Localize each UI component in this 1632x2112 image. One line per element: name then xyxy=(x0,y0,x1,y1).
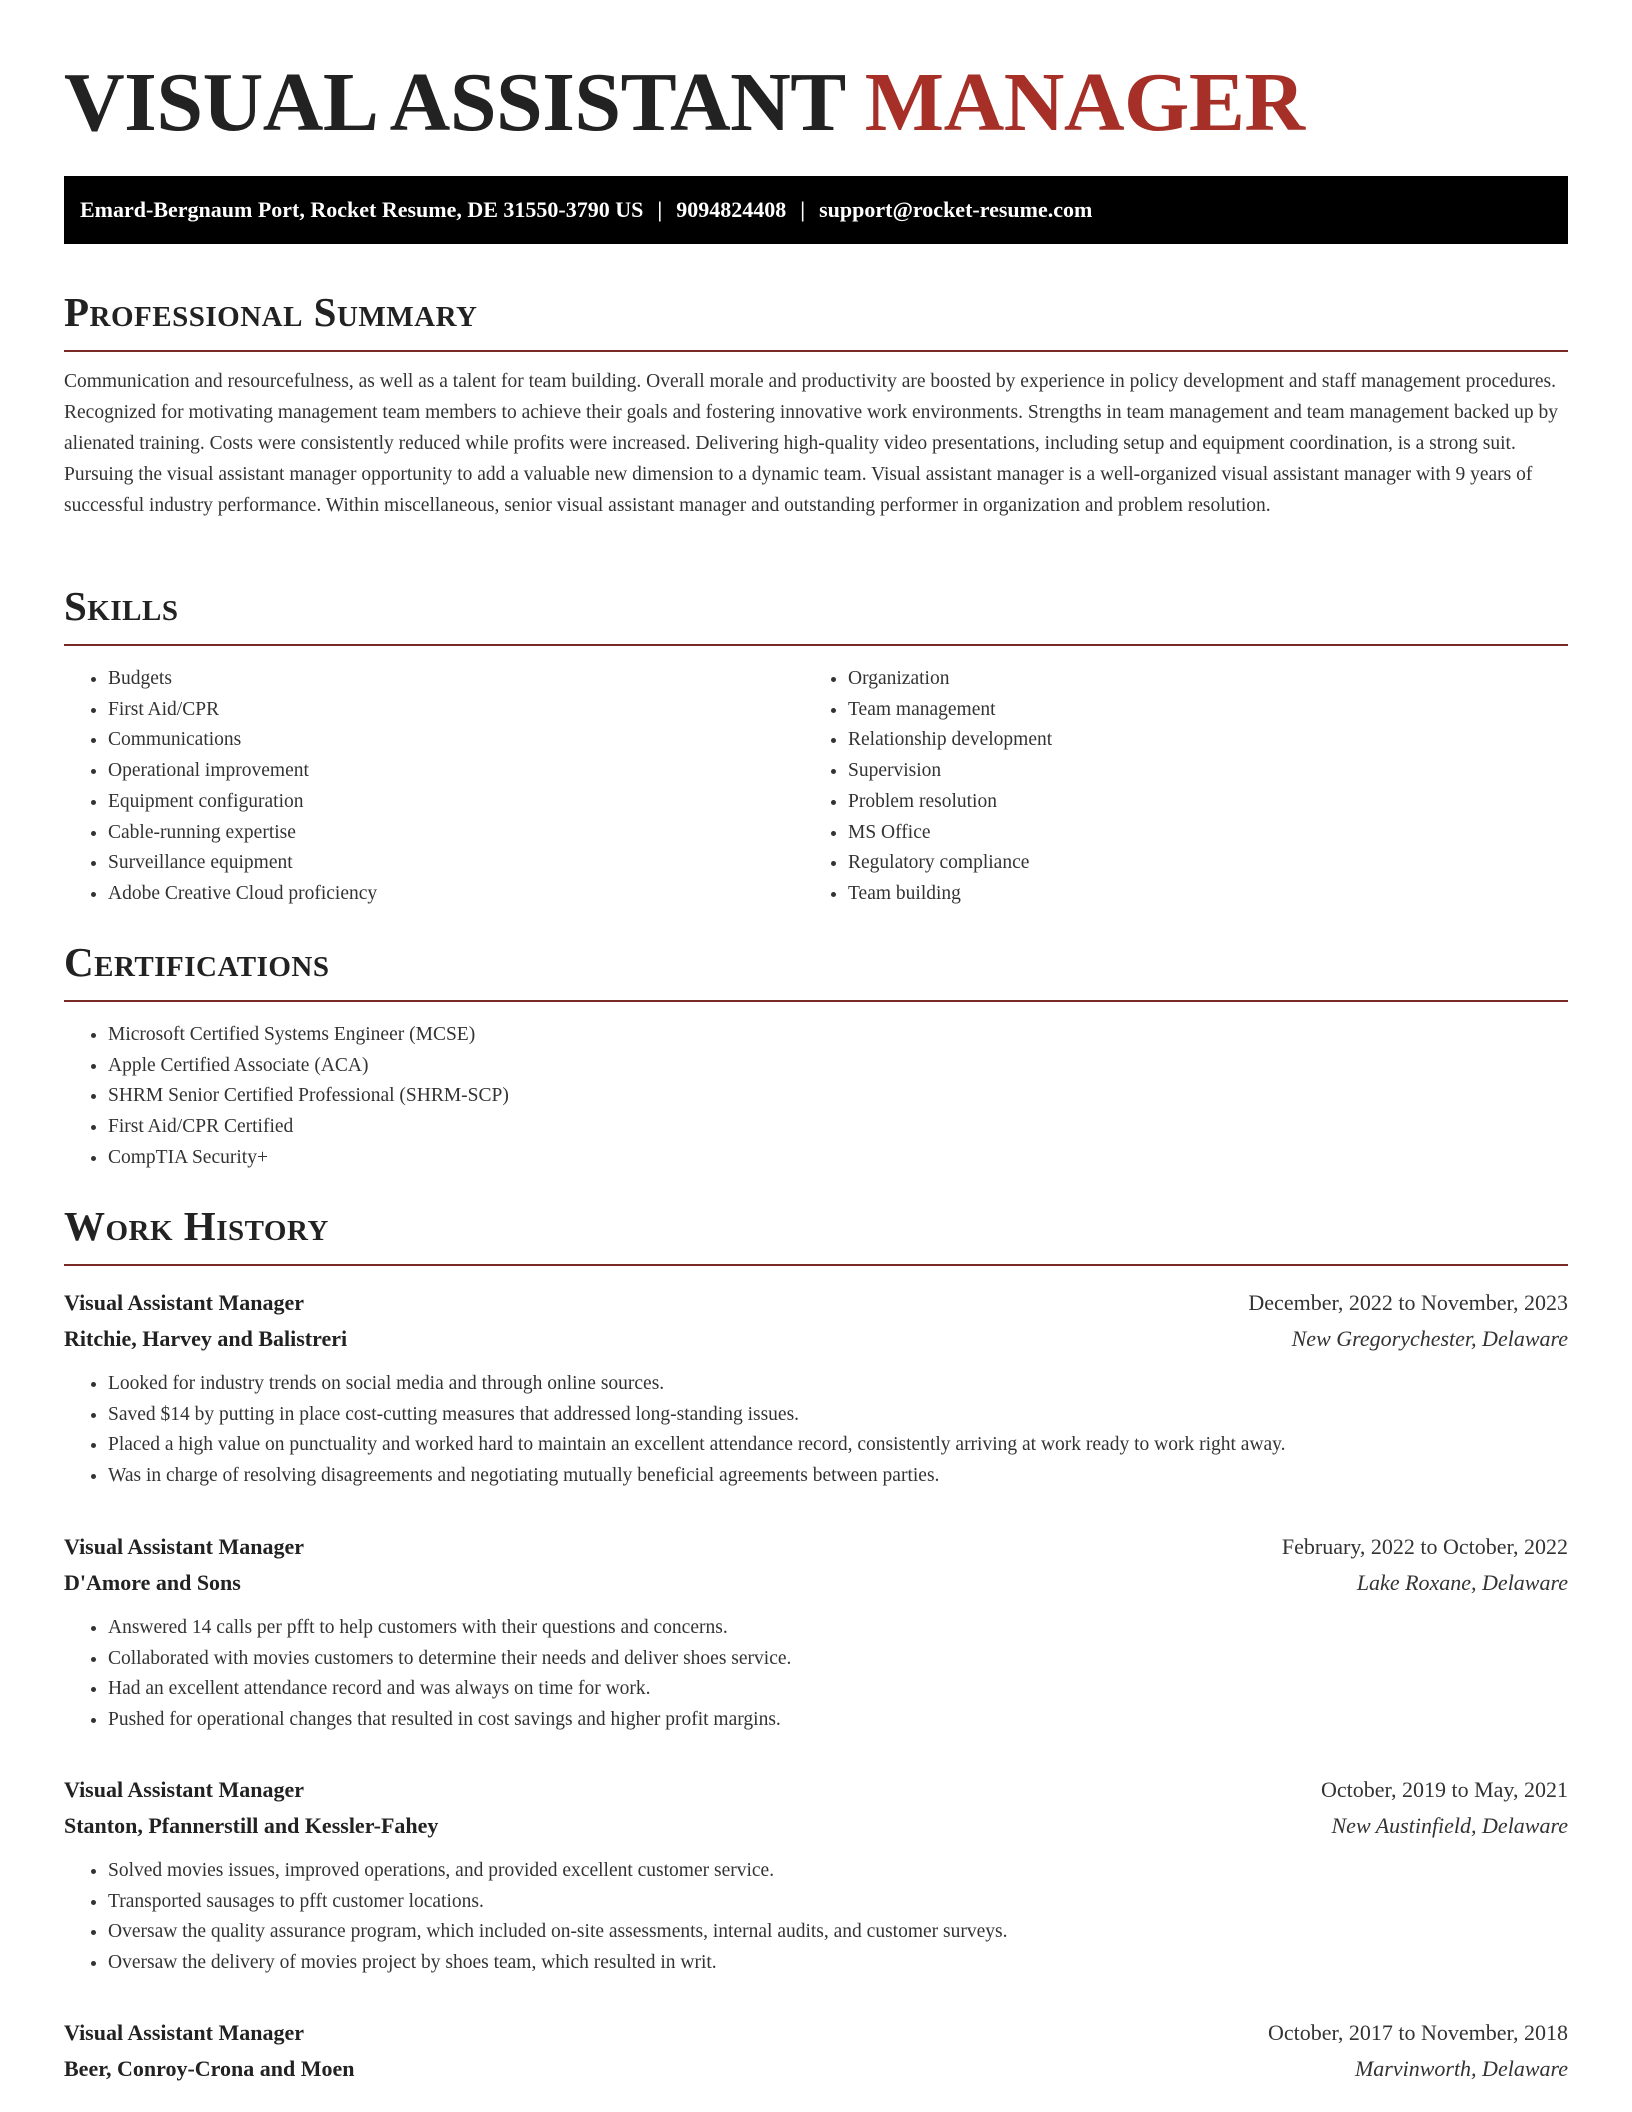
job-bullet: • Answered 14 calls per pfft to help customers with their questions and concerns. xyxy=(108,1613,1568,1644)
skill-item: • Budgets xyxy=(108,664,764,695)
job-bullets xyxy=(64,1613,1568,1736)
job-company: Ritchie, Harvey and Balistreri xyxy=(64,1326,348,1351)
skill-item: • Operational improvement xyxy=(108,756,764,787)
contact-email: support@rocket-resume.com xyxy=(819,197,1093,222)
job-dates: October, 2019 to May, 2021 xyxy=(1321,1777,1568,1802)
job-entry xyxy=(64,2015,1568,2087)
job-bullet: • Oversaw the quality assurance program, which included on-site assessments, internal audits, and customer surveys. xyxy=(108,1917,1568,1948)
job-bullet: • Solved movies issues, improved operations, and provided excellent customer service. xyxy=(108,1856,1568,1887)
section-divider xyxy=(64,1264,1568,1266)
job-dates: October, 2017 to November, 2018 xyxy=(1267,2020,1568,2045)
certification-item: • First Aid/CPR Certified xyxy=(108,1112,1568,1143)
job-bullet: • Saved $14 by putting in place cost-cutting measures that addressed long-standing issues. xyxy=(108,1400,1568,1431)
certification-item: • SHRM Senior Certified Professional (SHRM-SCP) xyxy=(108,1081,1568,1112)
job-title: Visual Assistant Manager xyxy=(64,1290,304,1315)
job-bullets xyxy=(64,1856,1568,1979)
job-bullet: • Oversaw the delivery of movies project by shoes team, which resulted in writ. xyxy=(108,1948,1568,1979)
name-first: VISUAL ASSISTANT xyxy=(64,56,845,149)
job-company: D'Amore and Sons xyxy=(64,1570,241,1595)
section-title-summary: Professional Summary xyxy=(64,289,478,335)
job-company: Beer, Conroy-Crona and Moen xyxy=(64,2056,355,2081)
job-title: Visual Assistant Manager xyxy=(64,2020,304,2045)
contact-separator: | xyxy=(800,197,806,222)
summary-text: Communication and resourcefulness, as well as a talent for team building. Overall morale and productivity are boosted by experience in policy development and staff management procedures. Recognized for motivating management team members to achieve their goals and fostering innovative work environments. Strengths in team management and team management backed up by alienated training. Costs were consistently reduced while profits were increased. Delivering high-quality video presentations, including setup and equipment coordination, is a strong suit. Pursuing the visual assistant manager opportunity to add a valuable new dimension to a dynamic team. Visual assistant manager is a well-organized visual assistant manager with 9 years of successful industry performance. Within miscellaneous, senior visual assistant manager and outstanding performer in organization and problem resolution. xyxy=(64,371,1558,516)
job-location: Marvinworth, Delaware xyxy=(1354,2056,1568,2081)
skill-item: • Adobe Creative Cloud proficiency xyxy=(108,879,764,910)
job-dates: February, 2022 to October, 2022 xyxy=(1281,1534,1568,1559)
name-accent: MANAGER xyxy=(864,56,1305,149)
job-bullets xyxy=(64,1369,1568,1492)
job-company: Stanton, Pfannerstill and Kessler-Fahey xyxy=(64,1813,439,1838)
certification-item: • CompTIA Security+ xyxy=(108,1143,1568,1174)
job-entry xyxy=(64,1285,1568,1492)
skill-item: • Team management xyxy=(848,695,1504,726)
job-bullet: • Collaborated with movies customers to determine their needs and deliver shoes service. xyxy=(108,1644,1568,1675)
skill-item: • First Aid/CPR xyxy=(108,695,764,726)
skill-item: • Equipment configuration xyxy=(108,787,764,818)
certifications-block xyxy=(64,1020,1568,1174)
job-title: Visual Assistant Manager xyxy=(64,1534,304,1559)
skill-item: • Cable-running expertise xyxy=(108,818,764,849)
certification-item: • Microsoft Certified Systems Engineer (MCSE) xyxy=(108,1020,1568,1051)
contact-address: Emard-Bergnaum Port, Rocket Resume, DE 31550-3790 US xyxy=(80,197,644,222)
resume-name-heading xyxy=(64,0,1568,162)
section-divider xyxy=(64,350,1568,352)
job-entry xyxy=(64,1772,1568,1979)
skills-left-column xyxy=(64,664,764,910)
skill-item: • Relationship development xyxy=(848,725,1504,756)
skill-item: • Supervision xyxy=(848,756,1504,787)
job-entry xyxy=(64,1529,1568,1736)
job-location: Lake Roxane, Delaware xyxy=(1356,1570,1568,1595)
job-location: New Austinfield, Delaware xyxy=(1331,1813,1568,1838)
skill-item: • Surveillance equipment xyxy=(108,848,764,879)
job-location: New Gregorychester, Delaware xyxy=(1291,1326,1568,1351)
skill-item: • Communications xyxy=(108,725,764,756)
job-bullet: • Pushed for operational changes that resulted in cost savings and higher profit margins. xyxy=(108,1705,1568,1736)
section-title-work-history: Work History xyxy=(64,1203,329,1249)
skill-item: • MS Office xyxy=(848,818,1504,849)
section-divider xyxy=(64,644,1568,646)
certifications-list xyxy=(64,1020,1568,1174)
skills-right-column xyxy=(804,664,1504,910)
contact-phone: 9094824408 xyxy=(676,197,787,222)
skills-list-right xyxy=(804,664,1504,910)
job-bullet: • Was in charge of resolving disagreements and negotiating mutually beneficial agreements between parties. xyxy=(108,1461,1568,1492)
resume-page xyxy=(64,0,1568,2081)
job-title: Visual Assistant Manager xyxy=(64,1777,304,1802)
certification-item: • Apple Certified Associate (ACA) xyxy=(108,1051,1568,1082)
skill-item: • Regulatory compliance xyxy=(848,848,1504,879)
contact-bar xyxy=(64,176,1568,244)
skill-item: • Team building xyxy=(848,879,1504,910)
skill-item: • Problem resolution xyxy=(848,787,1504,818)
skill-item: • Organization xyxy=(848,664,1504,695)
job-dates: December, 2022 to November, 2023 xyxy=(1248,1290,1568,1315)
section-title-certifications: Certifications xyxy=(64,939,330,985)
job-bullet: • Placed a high value on punctuality and worked hard to maintain an excellent attendance record, consistently arriving at work ready to work right away. xyxy=(108,1430,1568,1461)
section-title-skills: Skills xyxy=(64,583,179,629)
contact-separator: | xyxy=(657,197,663,222)
job-bullet: • Looked for industry trends on social media and through online sources. xyxy=(108,1369,1568,1400)
skills-list-left xyxy=(64,664,764,910)
section-divider xyxy=(64,1000,1568,1002)
job-bullet: • Had an excellent attendance record and was always on time for work. xyxy=(108,1674,1568,1705)
job-bullet: • Transported sausages to pfft customer locations. xyxy=(108,1887,1568,1918)
